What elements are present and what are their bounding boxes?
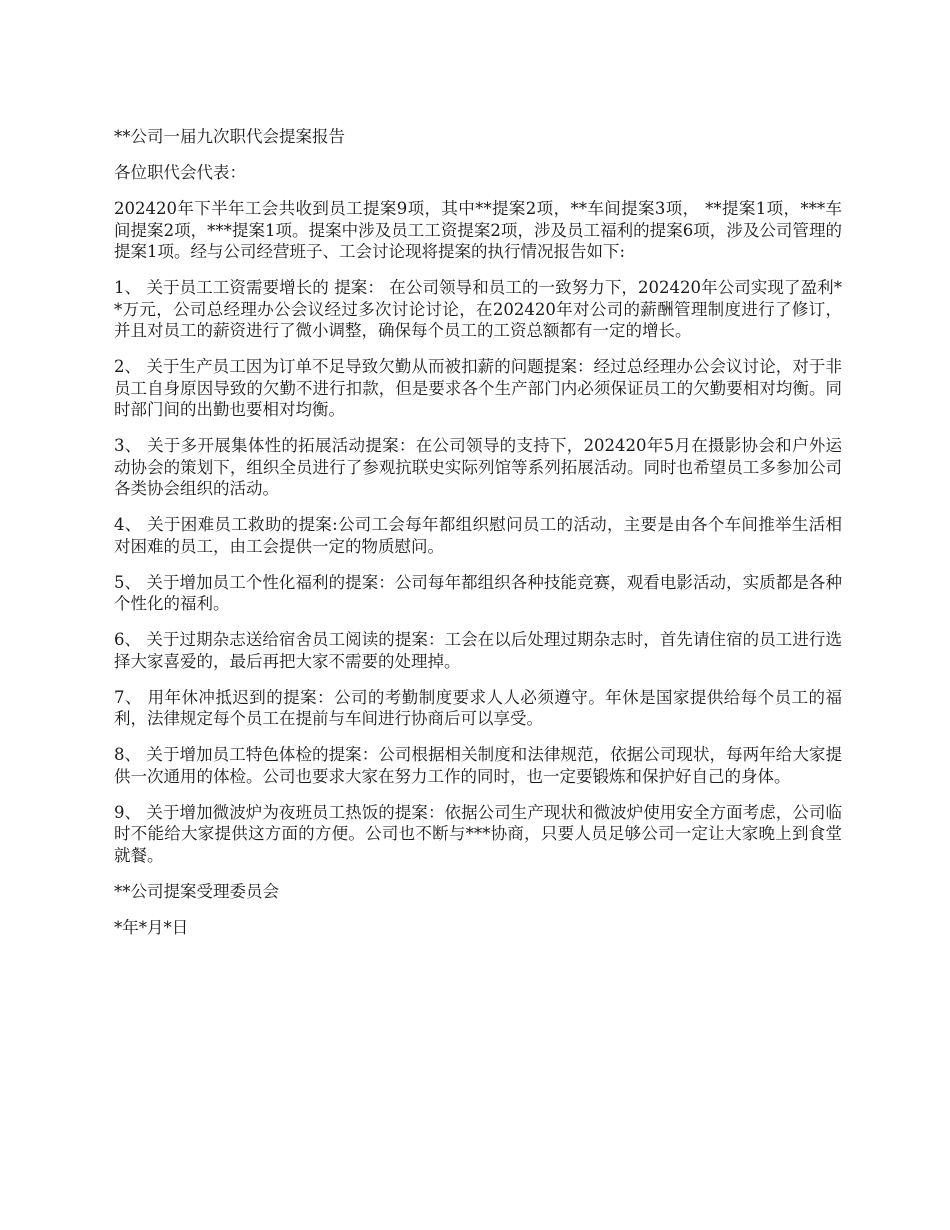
intro-paragraph: 202420年下半年工会共收到员工提案9项，其中**提案2项，**车间提案3项， **提案1项，***车间提案2项，***提案1项。提案中涉及员工工资提案2项，涉及员工福利的提案6项，涉及公司管理的提案1项。经与公司经营班子、工会讨论现将提案的执行情况报告如下: <box>114 199 842 261</box>
salutation: 各位职代会代表： <box>114 163 246 182</box>
proposal-item-7: 7、 用年休冲抵迟到的提案：公司的考勤制度要求人人必须遵守。年休是国家提供给每个员工的福利，法律规定每个员工在提前与车间进行协商后可以享受。 <box>114 687 842 728</box>
proposal-item-2: 2、 关于生产员工因为订单不足导致欠勤从而被扣薪的问题提案：经过总经理办公会议讨论，对于非员工自身原因导致的欠勤不进行扣款，但是要求各个生产部门内必须保证员工的欠勤要相对均衡。同时部门间的出勤也要相对均衡。 <box>114 357 842 419</box>
proposal-item-6: 6、 关于过期杂志送给宿舍员工阅读的提案：工会在以后处理过期杂志时，首先请住宿的员工进行选择大家喜爱的，最后再把大家不需要的处理掉。 <box>114 630 842 671</box>
signature: **公司提案受理委员会 <box>114 881 279 901</box>
proposal-item-4: 4、 关于困难员工救助的提案:公司工会每年都组织慰问员工的活动，主要是由各个车间推举生活相对困难的员工，由工会提供一定的物质慰问。 <box>114 515 842 556</box>
proposal-item-1: 1、 关于员工工资需要增长的 提案： 在公司领导和员工的一致努力下，202420年公司实现了盈利**万元，公司总经理办公会议经过多次讨论讨论，在202420年对公司的薪酬管理制度进行了修订，并且对员工的薪资进行了微小调整，确保每个员工的工资总额都有一定的增长。 <box>114 278 842 340</box>
proposal-item-3: 3、 关于多开展集体性的拓展活动提案：在公司领导的支持下，202420年5月在摄影协会和户外运动协会的策划下，组织全员进行了参观抗联史实际列馆等系列拓展活动。同时也希望员工多参加公司各类协会组织的活动。 <box>114 436 842 498</box>
proposal-item-8: 8、 关于增加员工特色体检的提案：公司根据相关制度和法律规范，依据公司现状，每两年给大家提供一次通用的体检。公司也要求大家在努力工作的同时，也一定要锻炼和保护好自己的身体。 <box>114 745 842 786</box>
proposal-item-5: 5、 关于增加员工个性化福利的提案：公司每年都组织各种技能竞赛，观看电影活动，实质都是各种个性化的福利。 <box>114 572 842 613</box>
proposal-item-9: 9、 关于增加微波炉为夜班员工热饭的提案：依据公司生产现状和微波炉使用安全方面考虑，公司临时不能给大家提供这方面的方便。公司也不断与***协商，只要人员足够公司一定让大家晚上到食堂就餐。 <box>114 802 842 865</box>
date: *年*月*日 <box>114 917 189 937</box>
document-page <box>114 126 842 953</box>
document-title: **公司一届九次职代会提案报告 <box>114 127 345 146</box>
